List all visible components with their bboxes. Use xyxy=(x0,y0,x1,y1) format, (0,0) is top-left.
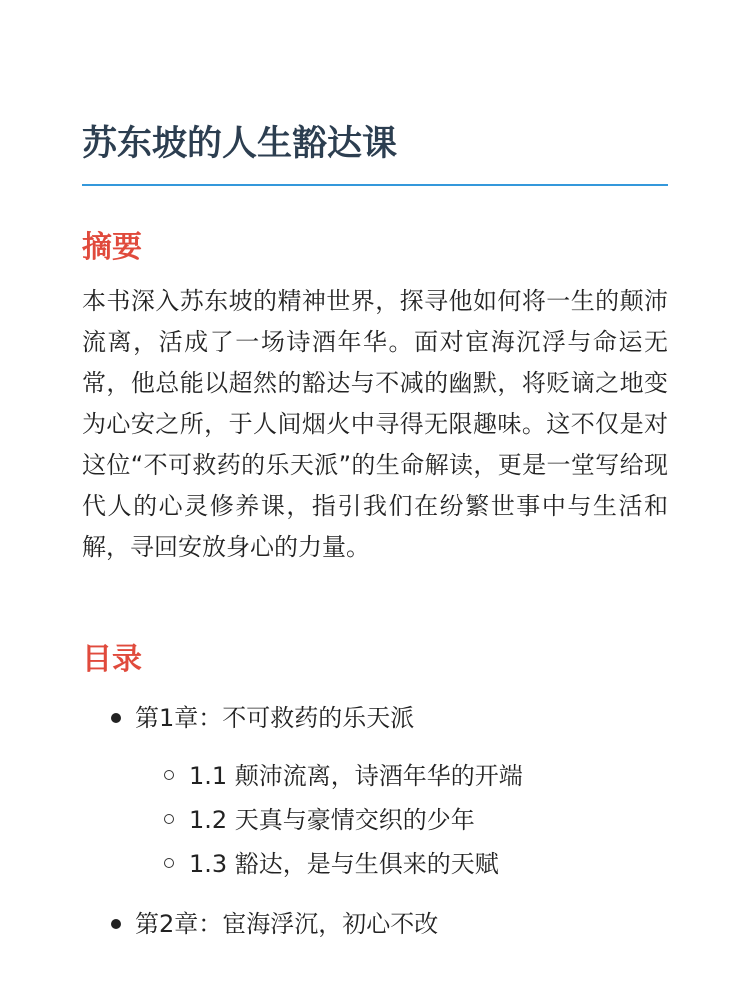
bullet-circle-icon xyxy=(164,814,174,824)
table-of-contents xyxy=(82,696,668,946)
chapter-1-sections xyxy=(135,754,668,886)
section-label: 1.2 天真与豪情交织的少年 xyxy=(189,806,475,834)
chapter-label: 第1章：不可救药的乐天派 xyxy=(135,704,415,732)
abstract-heading: 摘要 xyxy=(82,230,142,265)
chapter-label: 第2章：宦海浮沉，初心不改 xyxy=(135,910,439,938)
toc-chapter-2 xyxy=(82,902,668,946)
abstract-text: 本书深入苏东坡的精神世界，探寻他如何将一生的颠沛流离，活成了一场诗酒年华。面对宦海沉浮与命运无常，他总能以超然的豁达与不减的幽默，将贬谪之地变为心安之所，于人间烟火中寻得无限趣味。这不仅是对这位“不可救药的乐天派”的生命解读，更是一堂写给现代人的心灵修养课，指引我们在纷繁世事中与生活和解，寻回安放身心的力量。 xyxy=(82,287,668,561)
document-title: 苏东坡的人生豁达课 xyxy=(82,124,398,164)
section-label: 1.3 豁达，是与生俱来的天赋 xyxy=(189,850,499,878)
toc-section xyxy=(82,754,668,798)
toc-heading: 目录 xyxy=(82,642,142,677)
toc-section xyxy=(82,798,668,842)
bullet-circle-icon xyxy=(164,770,174,780)
section-label: 1.1 颠沛流离，诗酒年华的开端 xyxy=(189,762,523,790)
bullet-disc-icon xyxy=(111,919,121,929)
title-divider xyxy=(82,184,668,186)
toc-section xyxy=(82,842,668,886)
toc-chapter-1 xyxy=(82,696,668,886)
bullet-circle-icon xyxy=(164,858,174,868)
bullet-disc-icon xyxy=(111,713,121,723)
